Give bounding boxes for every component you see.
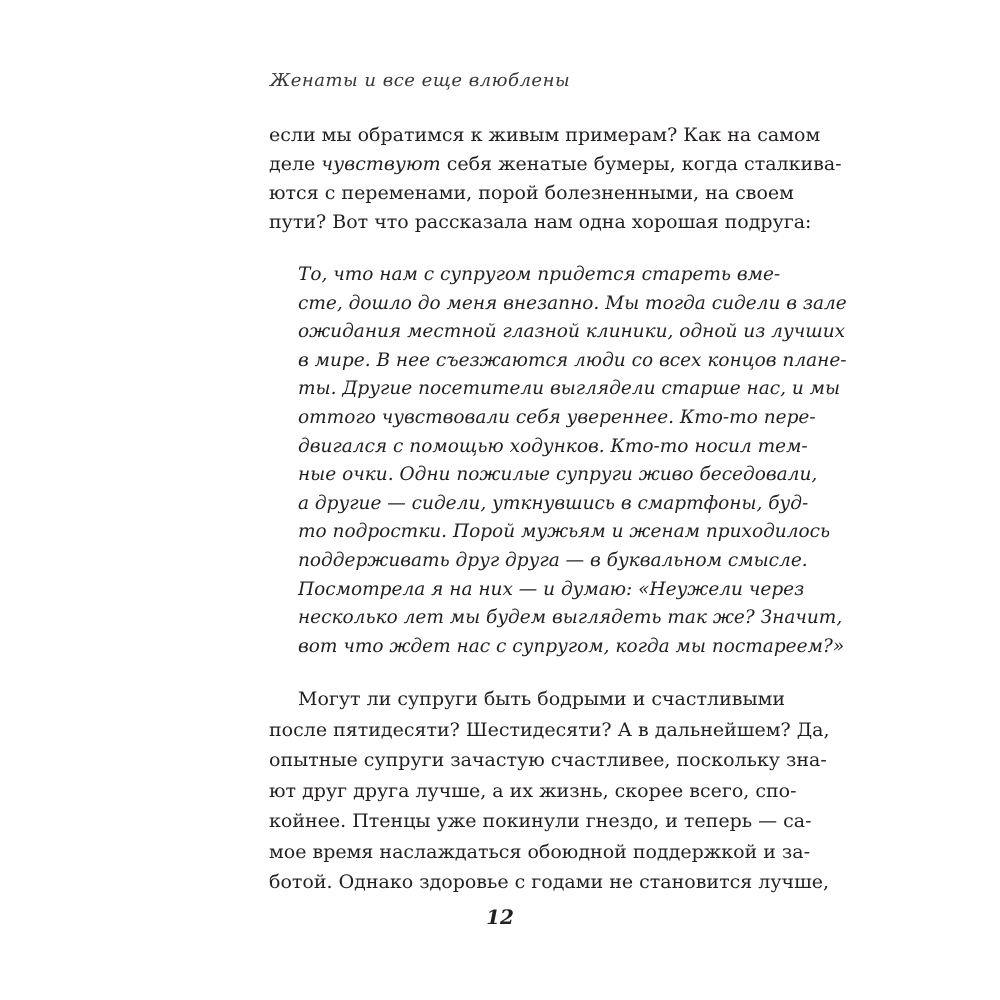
quote-line: ожидания местной глазной клиники, одной из лучших (298, 321, 846, 343)
quote-line: то подростки. Порой мужьям и женам приходилось (298, 521, 831, 543)
quote-line: двигался с помощью ходунков. Кто-то носил тем- (298, 435, 808, 457)
paragraph-line: ботой. Однако здоровье с годами не становится лучше, (269, 871, 830, 893)
paragraph-line: мое время наслаждаться обоюдной поддержкой и за- (269, 840, 811, 863)
paragraph-line: после пятидесяти? Шестидесяти? А в дальнейшем? Да, (269, 718, 830, 741)
emphasis-text: чувствуют (321, 153, 441, 175)
paragraph-line: ются с переменами, порой болезненными, на своем (269, 182, 794, 204)
paragraph-line: Могут ли супруги быть бодрыми и счастливыми (298, 688, 786, 710)
quote-line: а другие — сидели, уткнувшись в смартфоны, буд- (298, 492, 809, 514)
text-run: деле (269, 153, 322, 175)
quote-line: То, что нам с супругом придется стареть вме- (298, 264, 781, 285)
running-head: Женаты и все еще влюблены (270, 70, 571, 91)
quote-line: Посмотрела я на них — и думаю: «Неужели через (298, 578, 805, 600)
page-number: 12 (486, 905, 514, 929)
paragraph-line: ют друг друга лучше, а их жизнь, скорее всего, спо- (269, 779, 797, 802)
paragraph-line: пути? Вот что рассказала нам одна хорошая подруга: (269, 211, 812, 233)
paragraph-line: если мы обратимся к живым примерам? Как на самом (269, 124, 821, 146)
quote-line: ты. Другие посетители выглядели старше нас, и мы (298, 378, 841, 400)
quote-line: несколько лет мы будем выглядеть так же? Значит, (298, 607, 843, 629)
quote-line: в мире. В нее съезжаются люди со всех концов плане- (298, 349, 847, 371)
quote-line: поддерживать друг друга — в буквальном смысле. (298, 550, 808, 571)
text-run: себя женатые бумеры, когда сталкива- (440, 153, 842, 175)
paragraph-line: койнее. Птенцы уже покинули гнездо, и теперь — са- (269, 810, 812, 832)
quote-line: сте, дошло до меня внезапно. Мы тогда сидели в зале (298, 292, 847, 314)
paragraph-line (269, 151, 842, 177)
quote-line: оттого чувствовали себя увереннее. Кто-то пере- (298, 407, 816, 428)
quote-line: ные очки. Одни пожилые супруги живо беседовали, (298, 464, 818, 486)
quote-line: вот что ждет нас с супругом, когда мы постареем?» (298, 635, 845, 657)
paragraph-line: опытные супруги зачастую счастливее, поскольку зна- (269, 749, 827, 771)
